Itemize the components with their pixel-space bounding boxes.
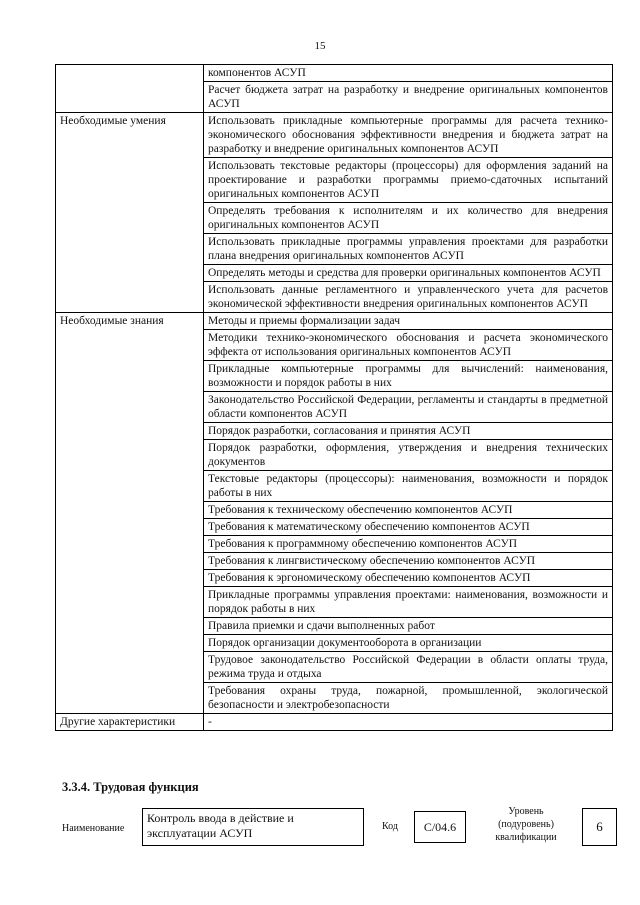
page-number: 15 <box>314 40 326 52</box>
row-item: Использовать текстовые редакторы (процессоры) для оформления заданий на проектирование и разработки программы приемо-сдаточных испытаний оригинальных компонентов АСУП <box>204 158 613 203</box>
row-item: Расчет бюджета затрат на разработку и внедрение оригинальных компонентов АСУП <box>204 82 613 113</box>
row-item: Требования к техническому обеспечению компонентов АСУП <box>204 502 613 519</box>
table-row <box>56 714 613 731</box>
row-item: Требования к эргономическому обеспечению компонентов АСУП <box>204 570 613 587</box>
row-item: Порядок организации документооборота в организации <box>204 635 613 652</box>
row-item: Трудовое законодательство Российской Федерации в области оплаты труда, режима труда и отдыха <box>204 652 613 683</box>
row-item: Требования к лингвистическому обеспечению компонентов АСУП <box>204 553 613 570</box>
row-label <box>56 65 204 113</box>
code-label: Код <box>382 821 398 832</box>
row-item: Требования к программному обеспечению компонентов АСУП <box>204 536 613 553</box>
row-item: Методы и приемы формализации задач <box>204 313 613 330</box>
section-title: 3.3.4. Трудовая функция <box>62 780 199 794</box>
row-item: Законодательство Российской Федерации, регламенты и стандарты в предметной области компонентов АСУП <box>204 392 613 423</box>
row-label: Необходимые умения <box>56 113 204 313</box>
name-label: Наименование <box>62 823 125 834</box>
row-item: Методики технико-экономического обоснования и расчета экономического эффекта от использования оригинальных компонентов АСУП <box>204 330 613 361</box>
row-item: Порядок разработки, согласования и принятия АСУП <box>204 423 613 440</box>
labor-function-header <box>62 805 617 855</box>
row-item: Требования к математическому обеспечению компонентов АСУП <box>204 519 613 536</box>
row-item: Использовать данные регламентного и управленческого учета для расчетов экономической эффективности внедрения оригинальных компонентов АСУП <box>204 282 613 313</box>
table-row <box>56 65 613 82</box>
table-row <box>56 313 613 330</box>
row-label: Другие характеристики <box>56 714 204 731</box>
requirements-table <box>55 64 613 731</box>
row-item: Прикладные программы управления проектами: наименования, возможности и порядок работы в них <box>204 587 613 618</box>
row-item: Требования охраны труда, пожарной, промышленной, экологической безопасности и электробезопасности <box>204 683 613 714</box>
name-value: Контроль ввода в действие и эксплуатации АСУП <box>142 808 364 846</box>
row-label: Необходимые знания <box>56 313 204 714</box>
row-item: компонентов АСУП <box>204 65 613 82</box>
row-item: Определять требования к исполнителям и их количество для внедрения оригинальных компонентов АСУП <box>204 203 613 234</box>
level-label: Уровень (подуровень) квалификации <box>495 806 557 843</box>
row-item: Использовать прикладные компьютерные программы для расчета технико-экономического обоснования эффективности внедрения и бюджета затрат на разработку и внедрение оригинальных компонентов АСУП <box>204 113 613 158</box>
row-item: Текстовые редакторы (процессоры): наименования, возможности и порядок работы в них <box>204 471 613 502</box>
row-item: Определять методы и средства для проверки оригинальных компонентов АСУП <box>204 265 613 282</box>
row-item: - <box>204 714 613 731</box>
code-value: C/04.6 <box>414 811 466 843</box>
row-item: Правила приемки и сдачи выполненных работ <box>204 618 613 635</box>
row-item: Использовать прикладные программы управления проектами для разработки плана внедрения оригинальных компонентов АСУП <box>204 234 613 265</box>
table-row <box>56 113 613 158</box>
row-item: Порядок разработки, оформления, утверждения и внедрения технических документов <box>204 440 613 471</box>
row-item: Прикладные компьютерные программы для вычислений: наименования, возможности и порядок работы в них <box>204 361 613 392</box>
level-value: 6 <box>582 808 617 846</box>
